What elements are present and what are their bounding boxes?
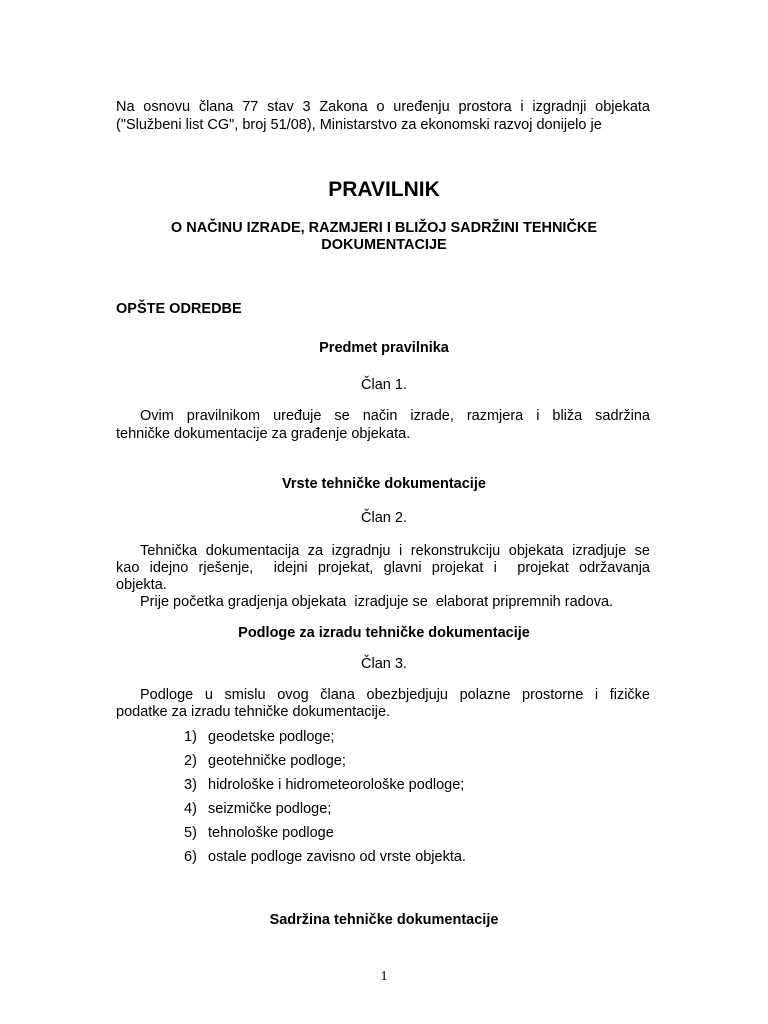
list-item-text: hidrološke i hidrometeorološke podloge; bbox=[208, 777, 465, 793]
section-heading-general: OPŠTE ODREDBE bbox=[116, 301, 242, 317]
article-2-line-1: Tehnička dokumentacija za izgradnju i rekonstrukciju objekata izradjuje se bbox=[140, 543, 650, 559]
article-1-line-1: Ovim pravilnikom uređuje se način izrade, razmjera i bliža sadržina bbox=[140, 408, 650, 424]
list-item-number: 6) bbox=[184, 849, 197, 865]
article-1-line-2: tehničke dokumentacije za građenje objekata. bbox=[116, 426, 411, 442]
page-number: 1 bbox=[380, 969, 388, 984]
article-2-line-4: Prije početka gradjenja objekata izradjuje se elaborat pripremnih radova. bbox=[140, 594, 614, 610]
list-item bbox=[184, 753, 346, 770]
list-item-number: 3) bbox=[184, 777, 197, 793]
list-item bbox=[184, 849, 466, 866]
article-3-heading: Podloge za izradu tehničke dokumentacije bbox=[238, 625, 530, 641]
preamble-line-2: ("Službeni list CG", broj 51/08), Ministarstvo za ekonomski razvoj donijelo je bbox=[116, 117, 602, 133]
article-2-heading: Vrste tehničke dokumentacije bbox=[282, 476, 486, 492]
list-item-text: geotehničke podloge; bbox=[208, 753, 346, 769]
list-item-number: 4) bbox=[184, 801, 197, 817]
list-item-text: seizmičke podloge; bbox=[208, 801, 332, 817]
list-item-number: 1) bbox=[184, 729, 197, 745]
list-item-number: 2) bbox=[184, 753, 197, 769]
article-3-number: Član 3. bbox=[361, 656, 407, 672]
article-1-heading: Predmet pravilnika bbox=[319, 340, 449, 356]
list-item bbox=[184, 777, 464, 794]
article-2-line-2: kao idejno rješenje, idejni projekat, glavni projekat i projekat održavanja bbox=[116, 560, 650, 576]
article-3-line-2: podatke za izradu tehničke dokumentacije. bbox=[116, 704, 391, 720]
list-item bbox=[184, 825, 334, 842]
article-2-line-3: objekta. bbox=[116, 577, 167, 593]
list-item-number: 5) bbox=[184, 825, 197, 841]
document-subtitle-line-1: O NAČINU IZRADE, RAZMJERI I BLIŽOJ SADRŽINI TEHNIČKE bbox=[170, 220, 598, 236]
list-item-text: geodetske podloge; bbox=[208, 729, 335, 745]
article-2-number: Član 2. bbox=[361, 510, 407, 526]
article-3-line-1: Podloge u smislu ovog člana obezbjedjuju polazne prostorne i fizičke bbox=[140, 687, 650, 703]
list-item bbox=[184, 729, 335, 746]
list-item-text: ostale podloge zavisno od vrste objekta. bbox=[208, 849, 466, 865]
article-1-number: Član 1. bbox=[361, 377, 407, 393]
document-subtitle-line-2: DOKUMENTACIJE bbox=[321, 237, 447, 253]
section-heading-content: Sadržina tehničke dokumentacije bbox=[269, 912, 499, 928]
preamble-line-1: Na osnovu člana 77 stav 3 Zakona o uređenju prostora i izgradnji objekata bbox=[116, 99, 650, 115]
document-title: PRAVILNIK bbox=[328, 178, 440, 201]
list-item-text: tehnološke podloge bbox=[208, 825, 334, 841]
list-item bbox=[184, 801, 331, 818]
